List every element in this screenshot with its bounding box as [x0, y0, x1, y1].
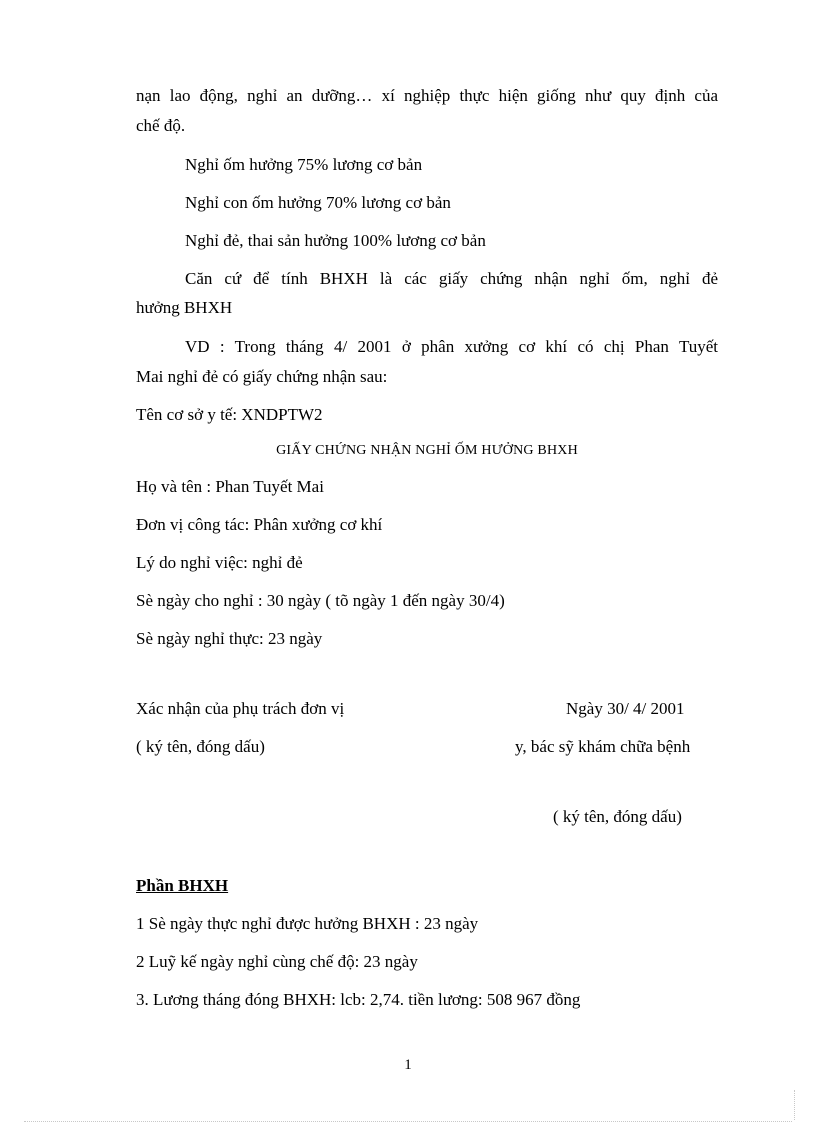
bhxh-item-2: 2 Luỹ kế ngày nghỉ cùng chế độ: 23 ngày	[136, 952, 418, 971]
basis-line-1: Căn cứ để tính BHXH là các giấy chứng nhận nghỉ ốm, nghỉ đẻ	[185, 269, 718, 288]
rate-maternity-leave: Nghỉ đẻ, thai sản hưởng 100% lương cơ bản	[185, 231, 486, 250]
bhxh-section-heading: Phần BHXH	[136, 876, 229, 895]
rate-sick-leave: Nghỉ ốm hưởng 75% lương cơ bản	[185, 155, 423, 174]
example-line-1: VD : Trong tháng 4/ 2001 ở phân xưởng cơ khí có chị Phan Tuyết	[185, 337, 718, 356]
page-right-border	[794, 1090, 795, 1120]
example-line-2: Mai nghỉ đẻ có giấy chứng nhận sau:	[136, 367, 388, 386]
signature-left-note: ( ký tên, đóng dấu)	[136, 737, 265, 756]
intro-line-1: nạn lao động, nghỉ an dưỡng… xí nghiệp thực hiện giống như quy định của	[136, 86, 718, 105]
page-number: 1	[404, 1057, 412, 1073]
certificate-title: GIẤY CHỨNG NHẬN NGHỈ ỐM HƯỞNG BHXH	[276, 443, 578, 458]
field-work-unit: Đơn vị công tác: Phân xưởng cơ khí	[136, 515, 383, 534]
intro-line-2: chế độ.	[136, 116, 186, 135]
rate-child-sick-leave: Nghỉ con ốm hưởng 70% lương cơ bản	[185, 193, 451, 212]
field-days-actual: Sè ngày nghỉ thực: 23 ngày	[136, 629, 323, 648]
signature-left-title: Xác nhận của phụ trách đơn vị	[136, 699, 345, 718]
page-bottom-border	[24, 1121, 792, 1122]
bhxh-item-3: 3. Lương tháng đóng BHXH: lcb: 2,74. tiền lương: 508 967 đồng	[136, 990, 581, 1009]
signature-right-note: ( ký tên, đóng dấu)	[553, 807, 682, 826]
bhxh-item-1: 1 Sè ngày thực nghỉ được hưởng BHXH : 23 ngày	[136, 914, 479, 933]
facility-line: Tên cơ sở y tế: XNDPTW2	[136, 405, 323, 424]
field-full-name: Họ và tên : Phan Tuyết Mai	[136, 477, 324, 496]
field-leave-reason: Lý do nghỉ việc: nghỉ đẻ	[136, 553, 303, 572]
basis-line-2: hưởng BHXH	[136, 298, 233, 317]
signature-right-title: y, bác sỹ khám chữa bệnh	[515, 737, 691, 756]
signature-date: Ngày 30/ 4/ 2001	[566, 699, 685, 718]
field-days-granted: Sè ngày cho nghỉ : 30 ngày ( tõ ngày 1 đến ngày 30/4)	[136, 591, 505, 610]
